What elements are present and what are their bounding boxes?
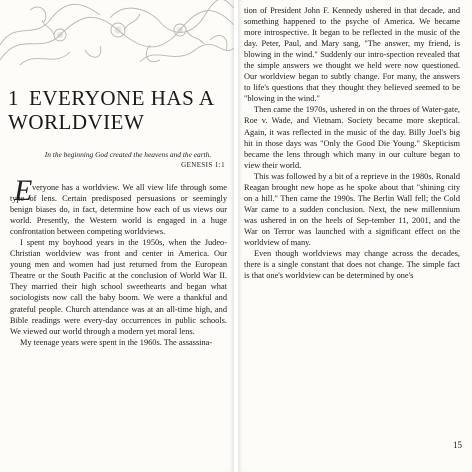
left-body-text [10,182,227,348]
right-body-text [244,5,460,281]
epigraph-text: In the beginning God created the heavens and the earth. [44,150,212,159]
paragraph: Even though worldviews may change across the decades, there is a single constant that does not change. The simple fact is that one's worldview can be determined by one's [244,249,460,281]
paragraph: This was followed by a bit of a reprieve in the 1980s. Ronald Reagan brought new hope as he spoke about that "shining city on a hill." Then came the 1990s. The Berlin Wall fell; the Cold War came to a sudden conclusion. Next, the new millennium was ushered in on the heels of Sep-tember 11, 2001, and the War on Terror was launched with a significant effect on the worldview of many. [244,171,460,247]
page-number: 15 [453,440,462,450]
left-page [0,0,234,472]
chapter-title: EVERYONE HAS A WORLDVIEW [8,86,214,134]
floral-scroll-ornament [0,0,234,70]
chapter-heading [8,86,230,134]
paragraph: tion of President John F. Kennedy ushered in that decade, and something happened to the psyche of America. We became more introspective. It began to be reflected in the music of the day. Peter, Paul, and Mary sang, "The answer, my friend, is blowing in the wind." Suddenly our intro-spection revealed that the simple answers we thought we held were now questioned. Our worldview began to subtly change. For many, the answers to life's questions that they thought they believed seemed to be "blowing in the wind." [244,6,460,104]
paragraph: My teenage years were spent in the 1960s. The assassina- [20,337,213,347]
epigraph-reference: GENESIS 1:1 [181,161,225,169]
paragraph: Then came the 1970s, ushered in on the throes of Water-gate, Roe v. Wade, and Vietnam. Society became more skeptical. Again, it was reflected in the music of the day. Billy Joel's big hit in those days was "Only the Good Die Young." Skepticism became the lens through which many in our culture began to view their world. [244,105,460,170]
paragraph: I spent my boyhood years in the 1950s, when the Judeo-Christian worldview was front and center in America. Our young men and women had just returned from the European Theatre or the South Pacific at the conclusion of World War II. They married their high school sweethearts and began what sociologists now call the baby boom. We were a thankful and grateful people. Church attendance was at an all-time high, and Bible readings were every-day occurrences in public schools. We viewed our world through a modern yet moral lens. [10,238,227,336]
paragraph [10,182,227,237]
paragraph-text: veryone has a worldview. We all view life through some type of lens. Certain predisposed persuasions or seemingly benign biases do, in fact, determine how each of us views our world. Presently, the Western world is engaged in a huge confrontation between competing worldviews. [10,183,227,237]
drop-cap: E [14,174,33,207]
chapter-number: 1 [8,86,19,110]
